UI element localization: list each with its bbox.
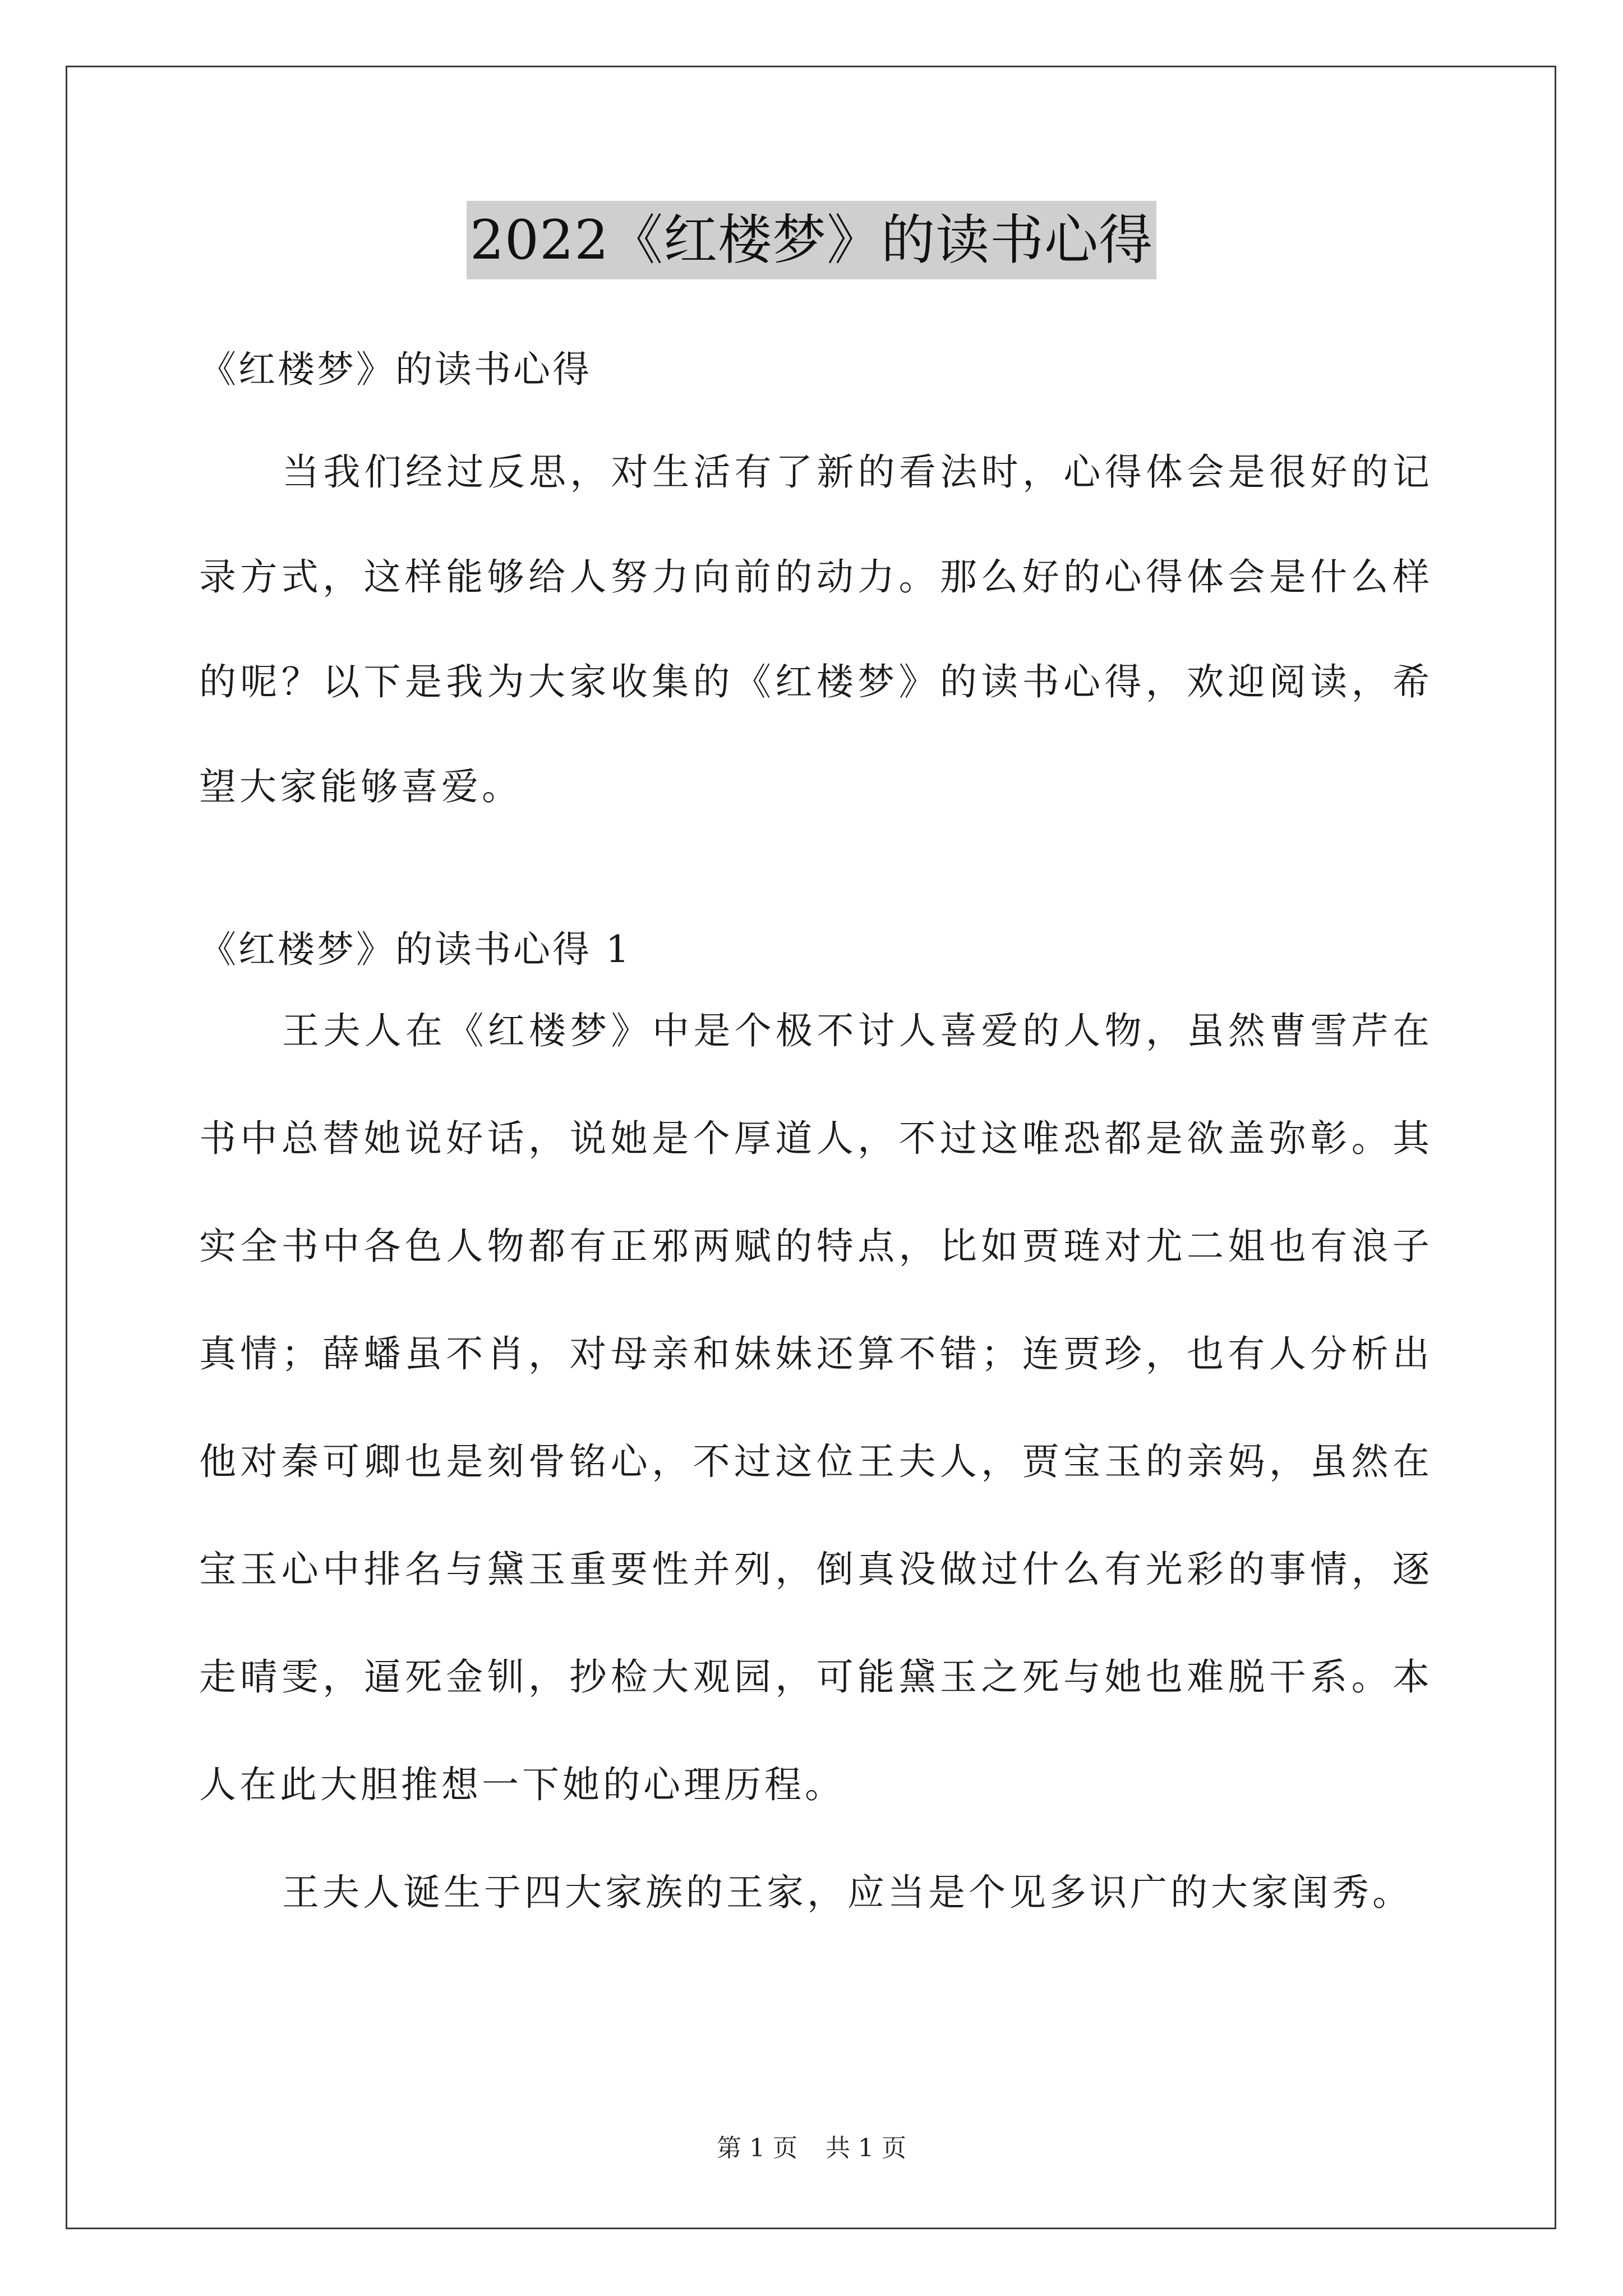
footer-page-current: 第 1 页 xyxy=(717,2134,797,2162)
document-body xyxy=(199,343,1433,1947)
title-container xyxy=(0,201,1623,279)
section1-paragraph-2: 王夫人诞生于四大家族的王家，应当是个见多识广的大家闺秀。 xyxy=(282,1871,1413,1914)
footer-page-total: 共 1 页 xyxy=(826,2134,906,2162)
page-footer xyxy=(0,2132,1623,2165)
intro-paragraph: 当我们经过反思，对生活有了新的看法时，心得体会是很好的记录方式，这样能够给人努力向前的动力。那么好的心得体会是什么样的呢？以下是我为大家收集的《红楼梦》的读书心得，欢迎阅读，希望大家能够喜爱。 xyxy=(199,450,1433,808)
document-title: 2022《红楼梦》的读书心得 xyxy=(467,201,1156,279)
section1-paragraph-1: 王夫人在《红楼梦》中是个极不讨人喜爱的人物，虽然曹雪芹在书中总替她说好话，说她是个厚道人，不过这唯恐都是欲盖弥彰。其实全书中各色人物都有正邪两赋的特点，比如贾琏对尤二姐也有浪子真情；薛蟠虽不肖，对母亲和妹妹还算不错；连贾珍，也有人分析出他对秦可卿也是刻骨铭心，不过这位王夫人，贾宝玉的亲妈，虽然在宝玉心中排名与黛玉重要性并列，倒真没做过什么有光彩的事情，逐走晴雯，逼死金钏，抄检大观园，可能黛玉之死与她也难脱干系。本人在此大胆推想一下她的心理历程。 xyxy=(199,1009,1433,1806)
section1-heading: 《红楼梦》的读书心得 1 xyxy=(199,928,631,971)
intro-heading: 《红楼梦》的读书心得 xyxy=(199,348,592,391)
